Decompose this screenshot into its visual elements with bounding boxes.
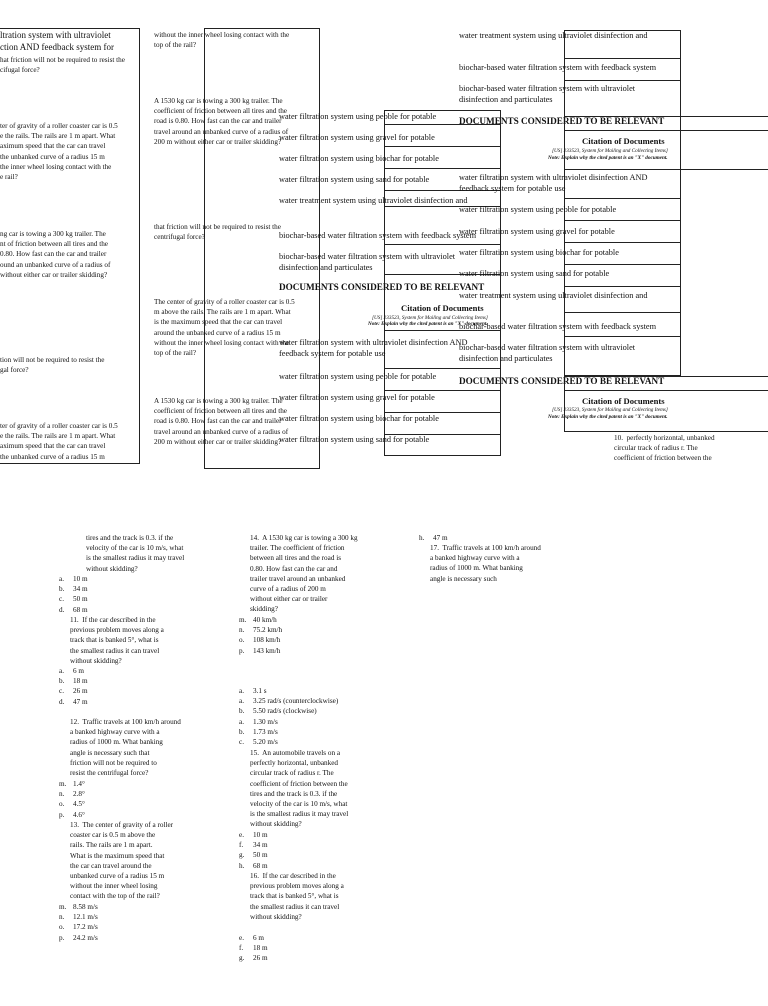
table-b-row-4: water filtration system using gravel for potable — [279, 393, 435, 402]
option-item — [239, 861, 268, 871]
table-c-top-row-3: biochar-based water filtration system with ultraviolet — [459, 84, 636, 93]
option-item — [59, 697, 88, 707]
question-15: 15. An automobile travels on a perfectly horizontal, unbanked circular track of radius r. The coefficient of friction between the tires and the track is 0.3. if the velocity of the car is 10 m/s, what is the smallest radius it may travel without skidding? — [250, 749, 349, 829]
option-letter: d. — [59, 697, 65, 706]
option-item — [59, 676, 88, 686]
option-letter: h. — [419, 534, 425, 542]
option-item — [59, 810, 85, 820]
mid-paragraph-1: without the inner wheel losing contact with the top of the rail? — [154, 31, 290, 50]
option-letter: a. — [59, 575, 64, 583]
quiz-col1-options-3 — [59, 779, 85, 820]
option-letter: o. — [239, 636, 245, 645]
option-item — [239, 706, 338, 716]
option-letter: n. — [59, 913, 65, 922]
table-c-citation: Citation of Documents — [582, 136, 665, 146]
option-letter: p. — [59, 933, 65, 942]
option-item — [239, 635, 282, 645]
left-paragraph-5: ter of gravity of a roller coaster car is 0.5 e the rails. The rails are 1 m apart. What aximum speed that the car can travel the unbanked curve of a radius 15 m — [0, 422, 118, 461]
question-17: 17. Traffic travels at 100 km/h around a banked highway curve with a radius of 1000 m. What banking angle is necessary such — [430, 544, 541, 583]
left-heading-1: ltration system with ultraviolet — [0, 30, 111, 40]
option-letter: p. — [239, 646, 245, 655]
table-c-heading: DOCUMENTS CONSIDERED TO BE RELEVANT — [459, 116, 665, 126]
option-item — [239, 646, 282, 656]
option-letter: o. — [59, 923, 65, 932]
table-c-ref-2: [US] 233523, System for Mailing and Collecting Items] — [552, 407, 668, 413]
table-a-row-3: water filtration system using biochar for potable — [279, 154, 439, 163]
table-c-note: Note: Explain why the cited patent is an "X" document. — [548, 155, 668, 161]
table-a-row-4: water filtration system using sand for potable — [279, 175, 430, 184]
option-letter: b. — [239, 727, 245, 736]
table-a-row-8: disinfection and particulates — [279, 263, 373, 272]
option-value: 4.5° — [73, 800, 85, 809]
option-item — [239, 686, 338, 696]
option-item — [239, 943, 268, 953]
table-a-note: Note: Explain why the cited patent is an "X" document. — [368, 321, 488, 327]
mid-paragraph-2: A 1530 kg car is towing a 300 kg trailer. The coefficient of friction between all tires and the road is 0.80. How fast can the car and trailer travel around an unbanked curve of a radius of 200 m without either car or trailer skidding? — [154, 97, 289, 146]
option-item — [59, 789, 85, 799]
option-letter: b. — [59, 677, 65, 686]
option-value: 5.50 rad/s (clockwise) — [253, 707, 317, 716]
option-value: 3.1 s — [253, 687, 267, 695]
table-c-row-4: water filtration system using gravel for potable — [459, 227, 615, 236]
quiz-col2-options-1 — [239, 615, 282, 656]
option-item — [239, 696, 338, 706]
option-item — [59, 779, 85, 789]
option-letter: f. — [239, 944, 244, 953]
table-c-top-row-2: biochar-based water filtration system with feedback system — [459, 63, 657, 72]
option-letter: m. — [59, 903, 67, 911]
option-value: 2.8° — [73, 790, 85, 799]
table-c-row-6: water filtration system using sand for potable — [459, 269, 610, 278]
option-letter: o. — [59, 800, 65, 809]
option-value: 5.20 m/s — [253, 738, 278, 747]
option-item — [239, 615, 282, 625]
option-item — [59, 922, 98, 932]
mid-paragraph-4: The center of gravity of a roller coaster car is 0.5 m above the rails. The rails are 1 m apart. What is the maximum speed that the car can travel around the unbanked curve of a radius 15 m without the inner wheel losing contact with the top of the rail? — [154, 298, 295, 358]
table-a-row-2: water filtration system using gravel for potable — [279, 133, 435, 142]
quiz-col2-options-4 — [239, 933, 268, 964]
option-letter: p. — [59, 810, 65, 819]
table-b-row-5: water filtration system using biochar for potable — [279, 414, 439, 423]
option-letter: m. — [239, 616, 247, 624]
option-value: 18 m — [73, 677, 88, 686]
table-a-row-1: water filtration system using pebble for potable — [279, 112, 437, 121]
table-c-row-3: water filtration system using pebble for potable — [459, 205, 617, 214]
table-a-row-6: biochar-based water filtration system with feedback system — [279, 231, 477, 240]
quiz-col1-options-4 — [59, 902, 98, 943]
option-letter: d. — [59, 605, 65, 614]
option-item — [59, 799, 85, 809]
table-c-row-10: disinfection and particulates — [459, 354, 553, 363]
option-value: 143 km/h — [253, 646, 281, 655]
table-a-ref: [US] 233523, System for Mailing and Collecting Items] — [372, 315, 488, 321]
option-item — [59, 594, 88, 604]
option-letter: c. — [59, 595, 64, 604]
left-paragraph-2: ter of gravity of a roller coaster car is 0.5 e the rails. The rails are 1 m apart. What aximum speed that the car can travel the unbanked curve of a radius 15 m the inner wheel losing contact with the e rail? — [0, 122, 118, 182]
option-value: 24.2 m/s — [73, 933, 98, 942]
option-value: 40 km/h — [253, 616, 277, 624]
table-a-row-5: water treatment system using ultraviolet disinfection and — [279, 196, 468, 205]
table-c-heading-2: DOCUMENTS CONSIDERED TO BE RELEVANT — [459, 376, 665, 386]
option-letter: n. — [239, 626, 245, 635]
option-item — [239, 717, 338, 727]
table-b-row-2: feedback system for potable use — [279, 349, 386, 358]
option-value: 34 m — [253, 841, 268, 850]
option-item — [59, 933, 98, 943]
option-value: 108 km/h — [253, 636, 281, 645]
question-12: 12. Traffic travels at 100 km/h around a banked highway curve with a radius of 1000 m. What banking angle is necessary such that friction will not be required to resist the centrifugal force? — [70, 718, 181, 778]
table-c-row-5: water filtration system using biochar for potable — [459, 248, 619, 257]
option-value: 3.25 rad/s (counterclockwise) — [253, 697, 339, 706]
option-letter: a. — [239, 697, 244, 706]
option-value: 10 m — [253, 831, 268, 839]
table-a-heading: DOCUMENTS CONSIDERED TO BE RELEVANT — [279, 282, 485, 292]
option-item — [59, 902, 98, 912]
option-letter: e. — [239, 934, 244, 942]
option-value: 8.58 m/s — [73, 903, 98, 911]
table-c-top-row-1: water treatment system using ultraviolet disinfection and — [459, 31, 648, 40]
option-letter: h. — [239, 861, 245, 870]
option-letter: a. — [239, 717, 244, 726]
option-item — [59, 666, 88, 676]
option-item — [239, 840, 268, 850]
option-value: 26 m — [73, 687, 88, 696]
option-letter: m. — [59, 780, 67, 788]
option-item — [59, 605, 88, 615]
option-item — [59, 912, 98, 922]
option-item — [59, 584, 88, 594]
quiz-col3-option — [419, 533, 448, 543]
option-item — [59, 574, 88, 584]
option-letter: n. — [59, 790, 65, 799]
option-letter: g. — [239, 954, 245, 963]
option-letter: c. — [239, 738, 244, 747]
left-paragraph-4: tion will not be required to resist the gal force? — [0, 356, 105, 375]
table-c-citation-2: Citation of Documents — [582, 396, 665, 406]
table-b-row-3: water filtration system using pebble for potable — [279, 372, 437, 381]
option-item — [239, 850, 268, 860]
option-value: 26 m — [253, 954, 268, 963]
mid-paragraph-3: that friction will not be required to resist the centrifugal force? — [154, 223, 281, 242]
left-heading-2: ction AND feedback system for — [0, 42, 114, 52]
option-value: 68 m — [253, 861, 268, 870]
option-value: 6 m — [253, 934, 264, 942]
option-value: 1.73 m/s — [253, 727, 278, 736]
option-item — [239, 953, 268, 963]
option-letter: f. — [239, 841, 244, 850]
table-a-row-7: biochar-based water filtration system with ultraviolet — [279, 252, 456, 261]
table-c-row-2: feedback system for potable use — [459, 184, 566, 193]
option-value: 50 m — [253, 851, 268, 860]
option-value: 1.30 m/s — [253, 717, 278, 726]
option-item — [239, 727, 338, 737]
option-value: 68 m — [73, 605, 88, 614]
table-c-top-row-4: disinfection and particulates — [459, 95, 553, 104]
option-letter: b. — [59, 585, 65, 594]
quiz-col1-options-1 — [59, 574, 88, 615]
table-c-row-8: biochar-based water filtration system with feedback system — [459, 322, 657, 331]
quiz-col1-options-2 — [59, 666, 88, 707]
table-c-note-2: Note: Explain why the cited patent is an "X" document. — [548, 414, 668, 420]
option-value: 50 m — [73, 595, 88, 604]
question-11: 11. If the car described in the previous problem moves along a track that is banked 5°, what is the smallest radius it can travel without skidding? — [70, 616, 164, 665]
option-value: 34 m — [73, 585, 88, 594]
option-value: 6 m — [73, 667, 84, 675]
table-a-citation: Citation of Documents — [401, 303, 484, 313]
option-item — [239, 625, 282, 635]
option-letter: a. — [59, 667, 64, 675]
quiz-col2-options-2 — [239, 686, 338, 747]
quiz-col2-options-3 — [239, 830, 268, 871]
question-16: 16. If the car described in the previous problem moves along a track that is banked 5°, what is the smallest radius it can travel without skidding? — [250, 872, 344, 921]
option-value: 12.1 m/s — [73, 913, 98, 922]
option-value: 47 m — [73, 697, 88, 706]
option-letter: e. — [239, 831, 244, 839]
option-value: 47 m — [433, 534, 448, 542]
quiz-col1-intro: tires and the track is 0.3. if the velocity of the car is 10 m/s, what is the smallest radius it may travel without skidding? — [86, 534, 185, 573]
option-value: 1.4° — [73, 780, 85, 788]
table-c-row-9: biochar-based water filtration system with ultraviolet — [459, 343, 636, 352]
option-letter: c. — [59, 687, 64, 696]
option-item — [239, 830, 268, 840]
table-c-row-7: water treatment system using ultraviolet disinfection and — [459, 291, 648, 300]
table-c-row-1: water filtration system with ultraviolet disinfection AND — [459, 173, 648, 182]
mid-paragraph-5: A 1530 kg car is towing a 300 kg trailer. The coefficient of friction between all tires and the road is 0.80. How fast can the car and trailer travel around an unbanked curve of a radius of 200 m without either car or trailer skidding? — [154, 397, 289, 446]
question-10-fragment: 10. perfectly horizontal, unbanked circular track of radius r. The coefficient of friction between the — [614, 434, 715, 463]
option-item — [239, 933, 268, 943]
table-b-row-1: water filtration system with ultraviolet disinfection AND — [279, 338, 468, 347]
option-item — [59, 686, 88, 696]
option-letter: g. — [239, 851, 245, 860]
option-value: 18 m — [253, 944, 268, 953]
left-paragraph-3: ng car is towing a 300 kg trailer. The nt of friction between all tires and the 0.80. How fast can the car and trailer ound an unbanked curve of a radius of without either car or trailer skidding? — [0, 230, 111, 279]
option-item — [239, 737, 338, 747]
table-c-ref: [US] 233523, System for Mailing and Collecting Items] — [552, 148, 668, 154]
question-14: 14. A 1530 kg car is towing a 300 kg trailer. The coefficient of friction between all tires and the road is 0.80. How fast can the car and trailer travel around an unbanked curve of a radius of 200 m without either car or trailer skidding? — [250, 534, 358, 614]
table-b-row-6: water filtration system using sand for potable — [279, 435, 430, 444]
option-letter: b. — [239, 707, 245, 716]
option-value: 17.2 m/s — [73, 923, 98, 932]
option-value: 75.2 km/h — [253, 626, 283, 635]
option-value: 10 m — [73, 575, 88, 583]
option-letter: a. — [239, 687, 244, 695]
question-13: 13. The center of gravity of a roller coaster car is 0.5 m above the rails. The rails are 1 m apart. What is the maximum speed that the car can travel around the unbanked curve of a radius 15 m without the inner wheel losing contact with the top of the rail? — [70, 821, 174, 901]
left-paragraph-1: hat friction will not be required to resist the cifugal force? — [0, 56, 125, 75]
option-value: 4.6° — [73, 810, 85, 819]
